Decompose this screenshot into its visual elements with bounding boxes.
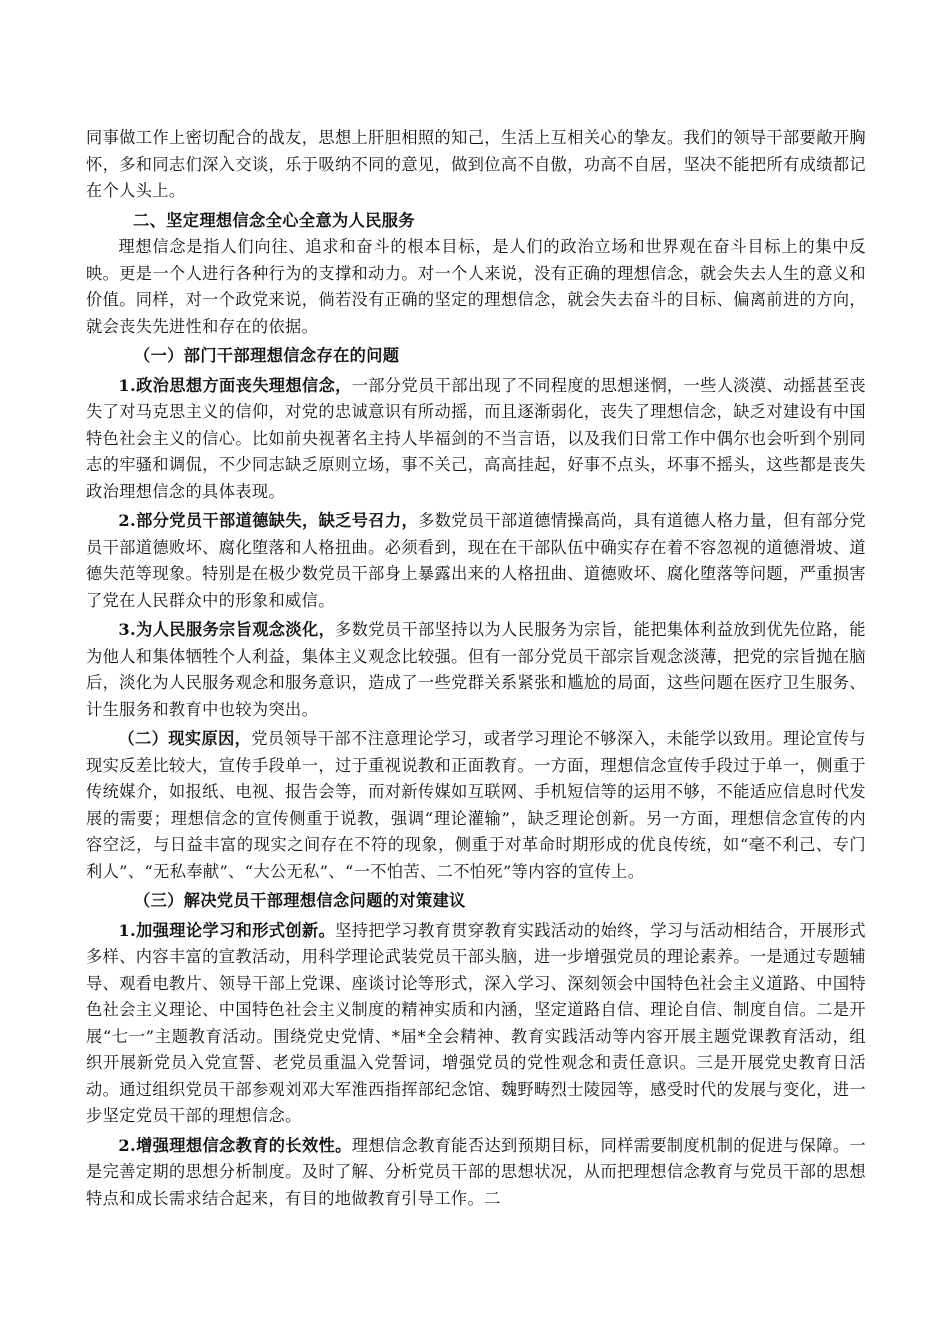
paragraph-body: 党员领导干部不注意理论学习，或者学习理论不够深入，未能学以致用。理论宣传与现实反差比较大，宣传手段单一，过于重视说教和正面教育。一方面，理想信念宣传手段过于单一，侧重于传统媒介，如报纸、电视、报告会等，而对新传媒如互联网、手机短信等的运用不够，不能适应信息时代发展的需要；理想信念的宣传侧重于说教，强调“理论灌输”，缺乏理论创新。另一方面，理想信念宣传的内容空泛，与日益丰富的现实之间存在不符的现象，侧重于对革命时期形成的优良传统，如“毫不利己、专门利人”、“无私奉献”、“大公无私”、“一不怕苦、二不怕死”等内容的宣传上。 (86, 729, 866, 881)
paragraph-problem-1 (86, 373, 866, 506)
paragraph-body: 理想信念教育能否达到预期目标，同样需要制度机制的促进与保障。一是完善定期的思想分析制度。及时了解、分析党员干部的思想状况，从而把理想信念教育与党员干部的思想特点和成长需求结合起来，有目的地做教育引导工作。二 (86, 1135, 866, 1208)
paragraph-suggestion-1 (86, 918, 866, 1130)
paragraph-lead: 1.政治思想方面丧失理想信念， (118, 375, 352, 395)
paragraph-lead: （二）现实原因， (118, 729, 252, 748)
paragraph-body: 多数党员干部道德情操高尚，具有道德人格力量，但有部分党员干部道德败坏、腐化堕落和人格扭曲。必须看到，现在在干部队伍中确实存在着不容忽视的道德滑坡、道德失范等现象。特别是在极少数党员干部身上暴露出来的人格扭曲、道德败坏、腐化堕落等问题，严重损害了党在人民群众中的形象和威信。 (86, 511, 866, 610)
paragraph-reasons (86, 726, 866, 885)
paragraph-suggestion-2 (86, 1133, 866, 1213)
paragraph-lead: 3.为人民服务宗旨观念淡化， (118, 620, 336, 639)
paragraph-lead: 1.加强理论学习和形式创新。 (118, 920, 336, 940)
paragraph-problem-2 (86, 508, 866, 614)
subheading-suggestions: （三）解决党员干部理想信念问题的对策建议 (134, 891, 466, 910)
paragraph-ideals: 理想信念是指人们向往、追求和奋斗的根本目标，是人们的政治立场和世界观在奋斗目标上的集中反映。更是一个人进行各种行为的支撑和动力。对一个人来说，没有正确的理想信念，就会失去人生的意义和价值。同样，对一个政党来说，倘若没有正确的坚定的理想信念，就会失去奋斗的目标、偏离前进的方向，就会丧失先进性和存在的依据。 (86, 237, 866, 336)
document-page (86, 125, 866, 1212)
subheading-problems: （一）部门干部理想信念存在的问题 (134, 346, 400, 365)
paragraph-body: 坚持把学习教育贯穿教育实践活动的始终，学习与活动相结合，开展形式多样、内容丰富的宣教活动，用科学理论武装党员干部头脑，进一步增强党员的理论素养。一是通过专题辅导、观看电教片、领导干部上党课、座谈讨论等形式，深入学习、深刻领会中国特色社会主义道路、中国特色社会主义理论、中国特色社会主义制度的精神实质和内涵，坚定道路自信、理论自信、制度自信。二是开展“七一”主题教育活动。围绕党史党情、*届*全会精神、教育实践活动等内容开展主题党课教育活动，组织开展新党员入党宣誓、老党员重温入党誓词，增强党员的党性观念和责任意识。三是开展党史教育日活动。通过组织党员干部参观刘邓大军淮西指挥部纪念馆、魏野畴烈士陵园等，感受时代的发展与变化，进一步坚定党员干部的理想信念。 (86, 920, 866, 1125)
paragraph-body: 一部分党员干部出现了不同程度的思想迷惘，一些人淡漠、动摇甚至丧失了对马克思主义的信仰，对党的忠诚意识有所动摇，而且逐渐弱化，丧失了理想信念，缺乏对建设有中国特色社会主义的信心。比如前央视著名主持人毕福剑的不当言语，以及我们日常工作中偶尔也会听到个别同志的牢骚和调侃，不少同志缺乏原则立场，事不关己，高高挂起，好事不点头，坏事不摇头，这些都是丧失政治理想信念的具体表现。 (86, 375, 866, 501)
paragraph-problem-3 (86, 617, 866, 723)
paragraph-lead: 2.部分党员干部道德缺失，缺乏号召力， (118, 511, 419, 530)
paragraph-lead: 2.增强理想信念教育的长效性。 (118, 1135, 352, 1155)
section-heading-2: 二、坚定理想信念全心全意为人民服务 (133, 210, 415, 230)
paragraph-body: 多数党员干部坚持以为人民服务为宗旨，能把集体利益放到优先位路，能为他人和集体牺牲个人利益，集体主义观念比较强。但有一部分党员干部宗旨观念淡薄，把党的宗旨抛在脑后，淡化为人民服务观念和服务意识，造成了一些党群关系紧张和尴尬的局面，这些问题在医疗卫生服务、计生服务和教育中也较为突出。 (86, 620, 866, 719)
paragraph-1: 同事做工作上密切配合的战友，思想上肝胆相照的知己，生活上互相关心的挚友。我们的领导干部要敞开胸怀，多和同志们深入交谈，乐于吸纳不同的意见，做到位高不自傲，功高不自居，坚决不能把所有成绩都记在个人头上。 (86, 128, 866, 200)
